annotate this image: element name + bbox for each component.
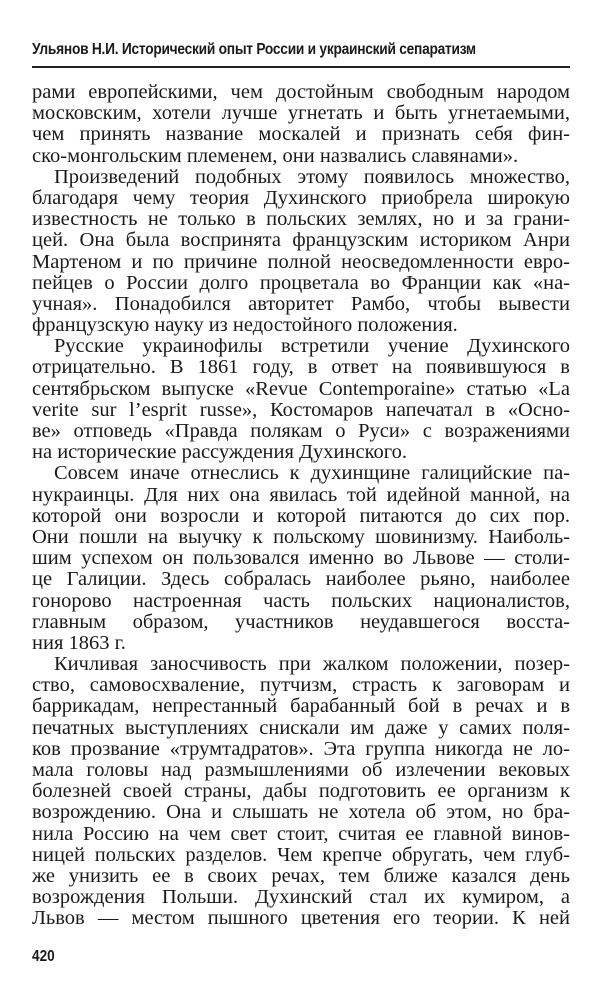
text-line: нукраинцы. Для них она явилась той идейной манной, на — [32, 483, 570, 506]
text-line: Они пошли на выучку к польскому шовинизму. Наиболь- — [32, 525, 570, 548]
text-line: на исторические рассуждения Духинского. — [32, 441, 408, 464]
text-line: ско-монгольским племенем, они назвались славянами». — [32, 144, 519, 167]
text-line: сентябрьском выпуске «Revue Contemporaine» статью «La — [32, 377, 570, 400]
text-line: шим успехом он пользовался именно во Львове — столи- — [32, 547, 570, 570]
text-line: французскую науку из недостойного положения. — [32, 314, 458, 337]
text-line: которой они возросли и которой питаются до сих пор. — [32, 504, 570, 527]
text-line: гонорово настроенная часть польских националистов, — [32, 589, 570, 612]
text-line: Львов — местом пышного цветения его теории. К ней — [32, 907, 570, 930]
text-line: Кичливая заносчивость при жалком положении, позер- — [54, 653, 570, 676]
text-line: благодаря чему теория Духинского приобрела широкую — [32, 186, 570, 209]
text-line: мала головы над размышлениями об излечении вековых — [32, 759, 570, 781]
text-line: главным образом, участников неудавшегося восста- — [32, 610, 570, 633]
text-line: известность не только в польских землях, но и за грани- — [32, 208, 570, 231]
text-line: чем принять название москалей и признать себя фин- — [32, 123, 570, 146]
paragraph — [32, 654, 570, 929]
text-line: ство, самовосхваление, путчизм, страсть к заговорам и — [32, 674, 570, 697]
running-header — [32, 38, 570, 68]
text-line: нила Россию на чем свет стоит, считая ее главной винов- — [32, 822, 570, 845]
text-line: ков прозвание «трумтадратов». Эта группа никогда не ло- — [32, 737, 570, 760]
paragraph — [32, 82, 570, 167]
text-line: Произведений подобных этому появилось множество, — [54, 165, 570, 188]
body-text — [32, 82, 570, 930]
text-line: verite sur l’esprit russe», Костомаров напечатал в «Осно- — [32, 398, 570, 421]
text-line: Совсем иначе отнеслись к духинщине галицийские па- — [54, 462, 570, 485]
text-line: Мартеном и по причине полной неосведомленности евро- — [32, 250, 570, 273]
text-line: же унизить ее в своих речах, тем ближе казался день — [32, 864, 570, 887]
text-line: болезней своей страны, дабы подготовить ее организм к — [32, 780, 570, 803]
text-line: Русские украинофилы встретили учение Духинского — [54, 335, 570, 358]
text-line: возрождения Польши. Духинский стал их кумиром, а — [32, 886, 570, 909]
text-line: баррикадам, непрестанный барабанный бой в речах и в — [32, 695, 570, 718]
text-line: печатных выступлениях снискали им даже у самих поля- — [32, 716, 570, 739]
text-line: учная». Понадобился авторитет Рамбо, чтобы вывести — [32, 292, 570, 315]
text-line: пейцев о России долго процветала во Франции как «на- — [32, 271, 570, 294]
text-line: рами европейскими, чем достойным свободным народом — [32, 81, 570, 103]
paragraph — [32, 463, 570, 654]
text-line: ницей польских разделов. Чем крепче обругать, чем глуб- — [32, 843, 570, 866]
text-line: отрицательно. В 1861 году, в ответ на появившуюся в — [32, 356, 570, 379]
text-line: возрождению. Она и слышать не хотела об этом, но бра- — [32, 801, 570, 824]
text-line: ния 1863 г. — [32, 631, 126, 654]
page-number: 420 — [32, 948, 55, 965]
paragraph — [32, 336, 570, 463]
running-header-title: Ульянов Н.И. Исторический опыт России и украинский сепаратизм — [32, 41, 476, 58]
text-line: московским, хотели лучше угнетать и быть угнетаемыми, — [32, 102, 570, 125]
paragraph — [32, 167, 570, 337]
text-line: цей. Она была воспринята французским историком Анри — [32, 229, 570, 252]
text-line: ве» отповедь «Правда полякам о Руси» с возражениями — [32, 420, 570, 442]
text-line: це Галиции. Здесь собралась наиболее рьяно, наиболее — [32, 568, 570, 591]
